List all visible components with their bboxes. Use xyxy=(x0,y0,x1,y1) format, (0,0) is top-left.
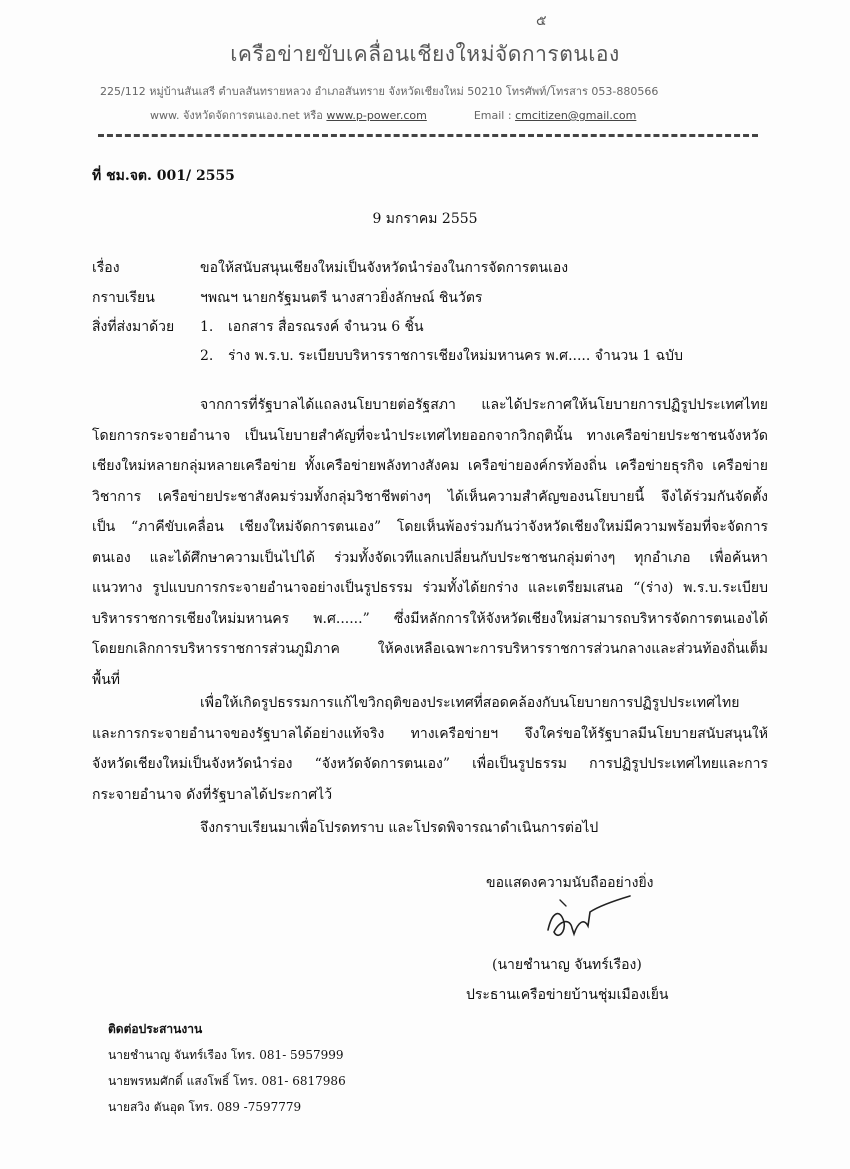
paragraph-line: กระจายอำนาจ ดังที่รัฐบาลได้ประกาศไว้ xyxy=(92,786,333,803)
signer-title: ประธานเครือข่ายบ้านชุ่มเมืองเย็น xyxy=(466,987,669,1003)
paragraph-line: พื้นที่ xyxy=(92,671,121,688)
enclosure-text: ร่าง พ.ร.บ. ระเบียบบริหารราชการเชียงใหม่มหานคร พ.ศ..... จำนวน 1 ฉบับ xyxy=(228,348,683,364)
email-label: Email : xyxy=(473,109,512,122)
enclosure-label: สิ่งที่ส่งมาด้วย xyxy=(92,319,175,335)
body-paragraph-2 xyxy=(92,688,768,810)
body-paragraph-1 xyxy=(92,390,768,695)
letterhead-title: เครือข่ายขับเคลื่อนเชียงใหม่จัดการตนเอง xyxy=(230,42,620,66)
paragraph-line: เชียงใหม่หลายกลุ่มหลายเครือข่าย ทั้งเครือข่ายพลังทางสังคม เครือข่ายองค์กรท้องถิ่น เครือข่ายธุรกิจ เครือข่าย xyxy=(92,458,768,474)
recipient-label: กราบเรียน xyxy=(92,290,155,306)
contacts-heading: ติดต่อประสานงาน xyxy=(108,1022,203,1036)
email-link[interactable]: cmcitizen@gmail.com xyxy=(515,109,637,122)
closing-request: จึงกราบเรียนมาเพื่อโปรดทราบ และโปรดพิจารณาดำเนินการต่อไป xyxy=(200,820,599,836)
recipient-value: ฯพณฯ นายกรัฐมนตรี นางสาวยิ่งลักษณ์ ชินวัตร xyxy=(200,290,483,306)
paragraph-line: จากการที่รัฐบาลได้แถลงนโยบายต่อรัฐสภา และได้ประกาศให้นโยบายการปฏิรูปประเทศไทย xyxy=(200,397,768,413)
enclosure-item xyxy=(200,345,683,367)
paragraph-line: ตนเอง และได้ศึกษาความเป็นไปได้ ร่วมทั้งจัดเวทีแลกเปลี่ยนกับประชาชนกลุ่มต่างๆ ทุกอำเภอ เพื่อค้นหา xyxy=(92,549,768,566)
website-link[interactable]: www.p-power.com xyxy=(326,109,427,122)
letterhead-divider xyxy=(98,134,758,137)
paragraph-line: และการกระจายอำนาจของรัฐบาลได้อย่างแท้จริง ทางเครือข่ายฯ จึงใคร่ขอให้รัฐบาลมีนโยบายสนับสนุนให้ xyxy=(92,725,768,742)
document-number: ที่ ชม.จต. 001/ 2555 xyxy=(92,168,235,184)
page-mark: ๕ xyxy=(536,13,547,29)
letterhead-address: 225/112 หมู่บ้านสันเสรี ตำบลสันทรายหลวง อำเภอสันทราย จังหวัดเชียงใหม่ 50210 โทรศัพท์/โทรสาร 053-880566 xyxy=(100,85,659,98)
complimentary-close: ขอแสดงความนับถืออย่างยิ่ง xyxy=(486,875,654,891)
paragraph-line: โดยยกเลิกการบริหารราชการส่วนภูมิภาค ให้คงเหลือเฉพาะการบริหารราชการส่วนกลางและส่วนท้องถิ่นเต็ม xyxy=(92,641,768,657)
enclosure-number: 1. xyxy=(200,319,214,335)
paragraph-line: จังหวัดเชียงใหม่เป็นจังหวัดนำร่อง “จังหวัดจัดการตนเอง” เพื่อเป็นรูปธรรม การปฏิรูปประเทศไทยและการ xyxy=(92,756,768,772)
subject-label: เรื่อง xyxy=(92,260,120,276)
enclosure-number: 2. xyxy=(200,348,214,364)
document-date: 9 มกราคม 2555 xyxy=(372,211,478,227)
contact-row: นายชำนาญ จันทร์เรือง โทร. 081- 5957999 xyxy=(108,1048,344,1062)
contact-row: นายพรหมศักดิ์ แสงโพธิ์ โทร. 081- 6817986 xyxy=(108,1074,346,1088)
paragraph-line: เพื่อให้เกิดรูปธรรมการแก้ไขวิกฤติของประเทศที่สอดคล้องกับนโยบายการปฏิรูปประเทศไทย xyxy=(200,695,740,711)
enclosure-text: เอกสาร สื่อรณรงค์ จำนวน 6 ชิ้น xyxy=(228,319,424,335)
paragraph-line: บริหารราชการเชียงใหม่มหานคร พ.ศ......” ซึ่งมีหลักการให้จังหวัดเชียงใหม่สามารถบริหารจัดการตนเองได้ xyxy=(92,610,768,627)
letterhead-contact xyxy=(150,106,710,124)
paragraph-line: วิชาการ เครือข่ายประชาสังคมร่วมทั้งกลุ่มวิชาชีพต่างๆ ได้เห็นความสำคัญของนโยบายนี้ จึงได้ร่วมกันจัดตั้ง xyxy=(92,488,768,505)
enclosure-item xyxy=(200,316,424,338)
subject-value: ขอให้สนับสนุนเชียงใหม่เป็นจังหวัดนำร่องในการจัดการตนเอง xyxy=(200,260,569,276)
paragraph-line: โดยการกระจายอำนาจ เป็นนโยบายสำคัญที่จะนำประเทศไทยออกจากวิกฤตินั้น ทางเครือข่ายประชาชนจังหวัด xyxy=(92,427,768,444)
signer-name: (นายชำนาญ จันทร์เรือง) xyxy=(492,957,642,973)
paragraph-line: เป็น “ภาคีขับเคลื่อน เชียงใหม่จัดการตนเอง” โดยเห็นพ้องร่วมกันว่าจังหวัดเชียงใหม่มีความพร้อมที่จะจัดการ xyxy=(92,519,768,535)
handwritten-signature xyxy=(530,882,640,952)
paragraph-line: แนวทาง รูปแบบการกระจายอำนาจอย่างเป็นรูปธรรม ร่วมทั้งได้ยกร่าง และเตรียมเสนอ “(ร่าง) พ.ร.บ.ระเบียบ xyxy=(92,580,768,596)
website-prefix: www. จังหวัดจัดการตนเอง.net หรือ xyxy=(150,109,323,122)
contact-row: นายสวิง ตันอุด โทร. 089 -7597779 xyxy=(108,1100,302,1114)
